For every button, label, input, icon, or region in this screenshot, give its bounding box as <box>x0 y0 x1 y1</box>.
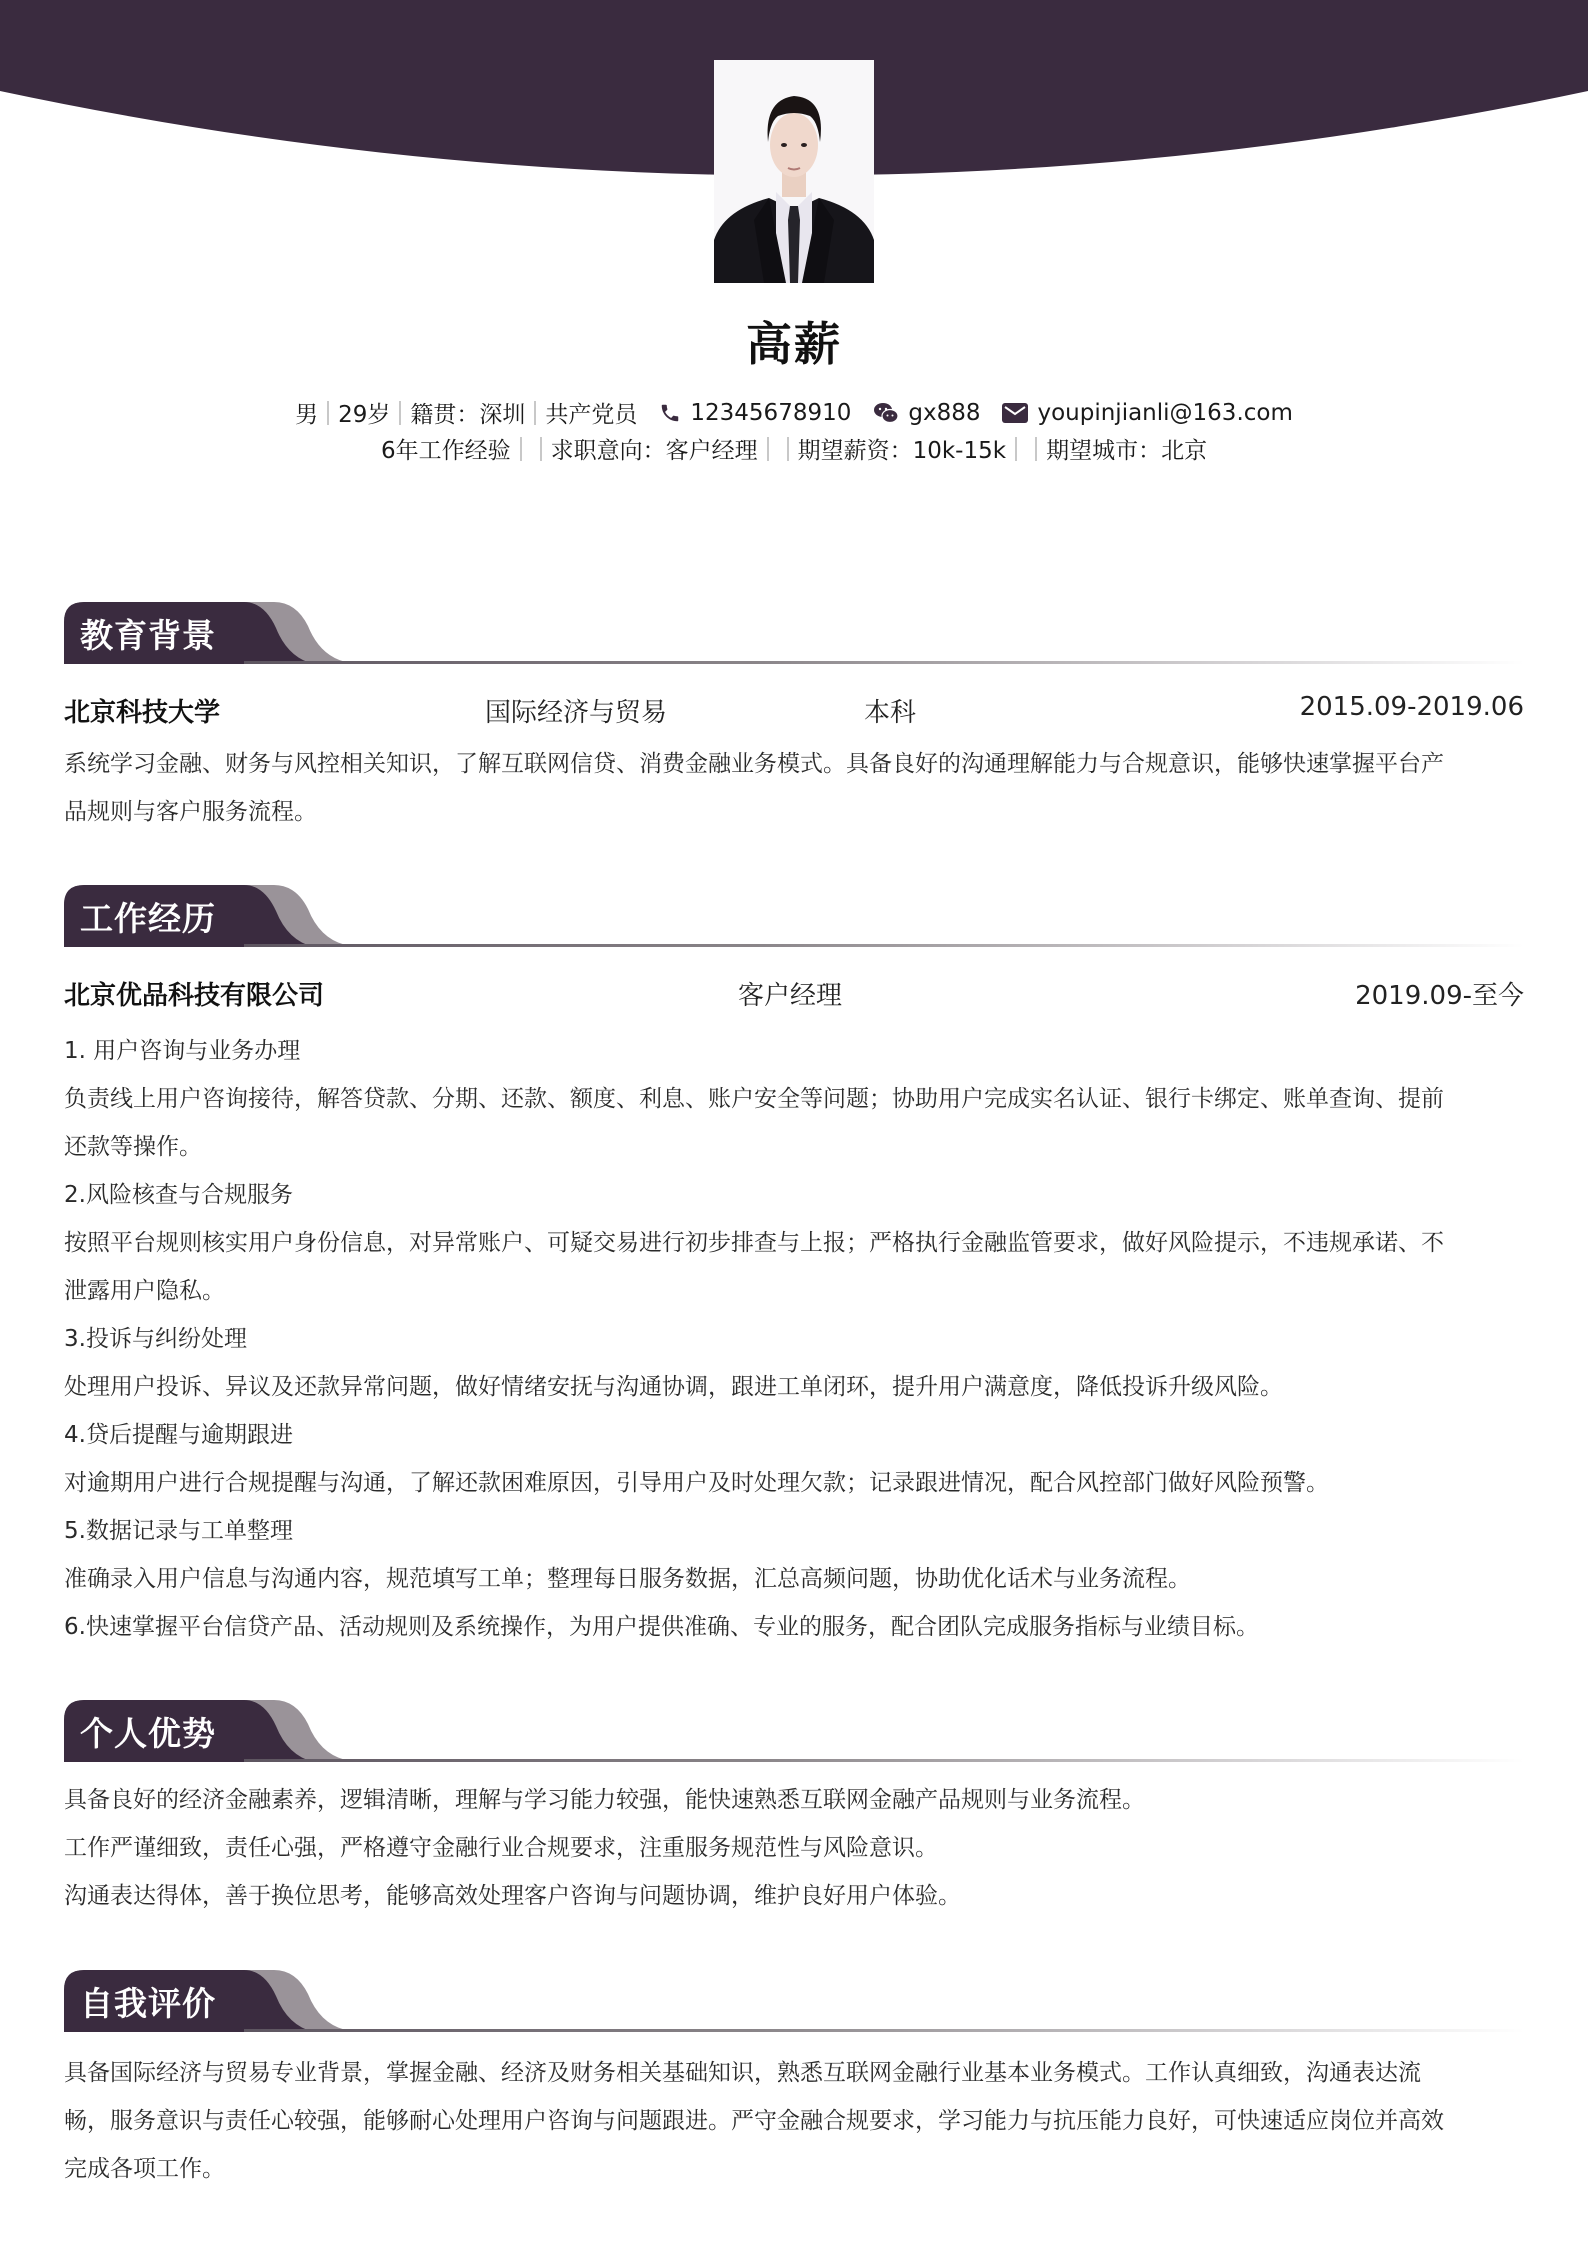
duty-title: 3.投诉与纠纷处理 <box>64 1326 247 1352</box>
gender: 男 <box>295 402 319 428</box>
wechat-id[interactable]: gx888 <box>908 399 981 426</box>
work-entry <box>64 975 1524 1011</box>
section-title: 自我评价 <box>80 1984 216 2023</box>
work-years: 6年工作经验 <box>380 438 511 464</box>
phone-number[interactable]: 12345678910 <box>690 399 852 426</box>
phone-contact <box>659 400 851 426</box>
separator <box>399 401 401 425</box>
duty-title: 4.贷后提醒与逾期跟进 <box>64 1422 293 1448</box>
expected-salary: 期望薪资：10k-15k <box>797 438 1007 464</box>
separator <box>1015 437 1017 461</box>
job-intention: 求职意向：客户经理 <box>550 438 758 464</box>
text-line: 工作严谨细致，责任心强，严格遵守金融行业合规要求，注重服务规范性与风险意识。 <box>64 1835 938 1861</box>
degree: 本科 <box>864 698 917 728</box>
duty-title: 1. 用户咨询与业务办理 <box>64 1038 301 1064</box>
text-line: 系统学习金融、财务与风控相关知识，了解互联网信贷、消费金融业务模式。具备良好的沟通理解能力与合规意识，能够快速掌握平台产 <box>64 751 1444 777</box>
section-header-education <box>64 602 1524 664</box>
section-title: 个人优势 <box>80 1714 216 1753</box>
email-contact <box>1002 400 1292 426</box>
basic-info-line <box>0 396 1588 429</box>
text-line: 品规则与客户服务流程。 <box>64 799 317 825</box>
duty-title: 2.风险核查与合规服务 <box>64 1182 293 1208</box>
separator <box>327 401 329 425</box>
position: 客户经理 <box>738 981 843 1011</box>
strengths-list <box>64 1776 1526 1920</box>
separator <box>540 437 542 461</box>
text-line: 具备良好的经济金融素养，逻辑清晰，理解与学习能力较强，能快速熟悉互联网金融产品规则与业务流程。 <box>64 1787 1145 1813</box>
text-line: 对逾期用户进行合规提醒与沟通，了解还款困难原因，引导用户及时处理欠款；记录跟进情况，配合风控部门做好风险预警。 <box>64 1470 1329 1496</box>
candidate-name: 高薪 <box>746 317 842 371</box>
portrait-photo <box>714 60 874 283</box>
section-title: 工作经历 <box>80 899 216 938</box>
political-status: 共产党员 <box>545 402 638 428</box>
duty-title: 5.数据记录与工单整理 <box>64 1518 293 1544</box>
wechat-contact <box>873 400 980 426</box>
expected-city: 期望城市：北京 <box>1046 438 1208 464</box>
section-title: 教育背景 <box>80 616 216 655</box>
section-divider <box>244 661 1524 664</box>
text-line: 畅，服务意识与责任心较强，能够耐心处理用户咨询与问题跟进。严守金融合规要求，学习能力与抗压能力良好，可快速适应岗位并高效 <box>64 2108 1444 2134</box>
text-line: 负责线上用户咨询接待，解答贷款、分期、还款、额度、利息、账户安全等问题；协助用户完成实名认证、银行卡绑定、账单查询、提前 <box>64 1086 1444 1112</box>
separator <box>534 401 536 425</box>
text-line: 准确录入用户信息与沟通内容，规范填写工单；整理每日服务数据，汇总高频问题，协助优化话术与业务流程。 <box>64 1566 1191 1592</box>
mail-icon <box>1002 403 1028 423</box>
phone-icon <box>659 402 681 424</box>
text-line: 具备国际经济与贸易专业背景，掌握金融、经济及财务相关基础知识，熟悉互联网金融行业基本业务模式。工作认真细致，沟通表达流 <box>64 2060 1421 2086</box>
text-line: 处理用户投诉、异议及还款异常问题，做好情绪安抚与沟通协调，跟进工单闭环，提升用户满意度，降低投诉升级风险。 <box>64 1374 1283 1400</box>
separator <box>767 437 769 461</box>
separator <box>787 437 789 461</box>
age: 29岁 <box>338 402 391 428</box>
section-divider <box>244 1759 1524 1762</box>
section-header-strengths <box>64 1700 1524 1762</box>
education-description <box>64 740 1526 836</box>
separator <box>520 437 522 461</box>
text-line: 6.快速掌握平台信贷产品、活动规则及系统操作，为用户提供准确、专业的服务，配合团队完成服务指标与业绩目标。 <box>64 1614 1259 1640</box>
text-line: 完成各项工作。 <box>64 2156 225 2182</box>
section-header-self-evaluation <box>64 1970 1524 2032</box>
text-line: 还款等操作。 <box>64 1134 202 1160</box>
section-header-work <box>64 885 1524 947</box>
school-name: 北京科技大学 <box>64 698 221 728</box>
text-line: 泄露用户隐私。 <box>64 1278 225 1304</box>
text-line: 按照平台规则核实用户身份信息，对异常账户、可疑交易进行初步排查与上报；严格执行金融监管要求，做好风险提示，不违规承诺、不 <box>64 1230 1444 1256</box>
self-evaluation-text <box>64 2049 1526 2193</box>
education-entry <box>64 692 1524 728</box>
text-line: 沟通表达得体，善于换位思考，能够高效处理客户咨询与问题协调，维护良好用户体验。 <box>64 1883 961 1909</box>
hometown: 籍贯：深圳 <box>410 402 526 428</box>
wechat-icon <box>873 402 899 424</box>
separator <box>1035 437 1037 461</box>
company-name: 北京优品科技有限公司 <box>64 981 325 1011</box>
section-divider <box>244 944 1524 947</box>
email-address[interactable]: youpinjianli@163.com <box>1037 399 1293 426</box>
work-period: 2019.09-至今 <box>1355 981 1524 1011</box>
work-description <box>64 1027 1526 1651</box>
job-info-line <box>0 432 1588 465</box>
major: 国际经济与贸易 <box>485 698 668 728</box>
education-period: 2015.09-2019.06 <box>1299 692 1524 722</box>
section-divider <box>244 2029 1524 2032</box>
